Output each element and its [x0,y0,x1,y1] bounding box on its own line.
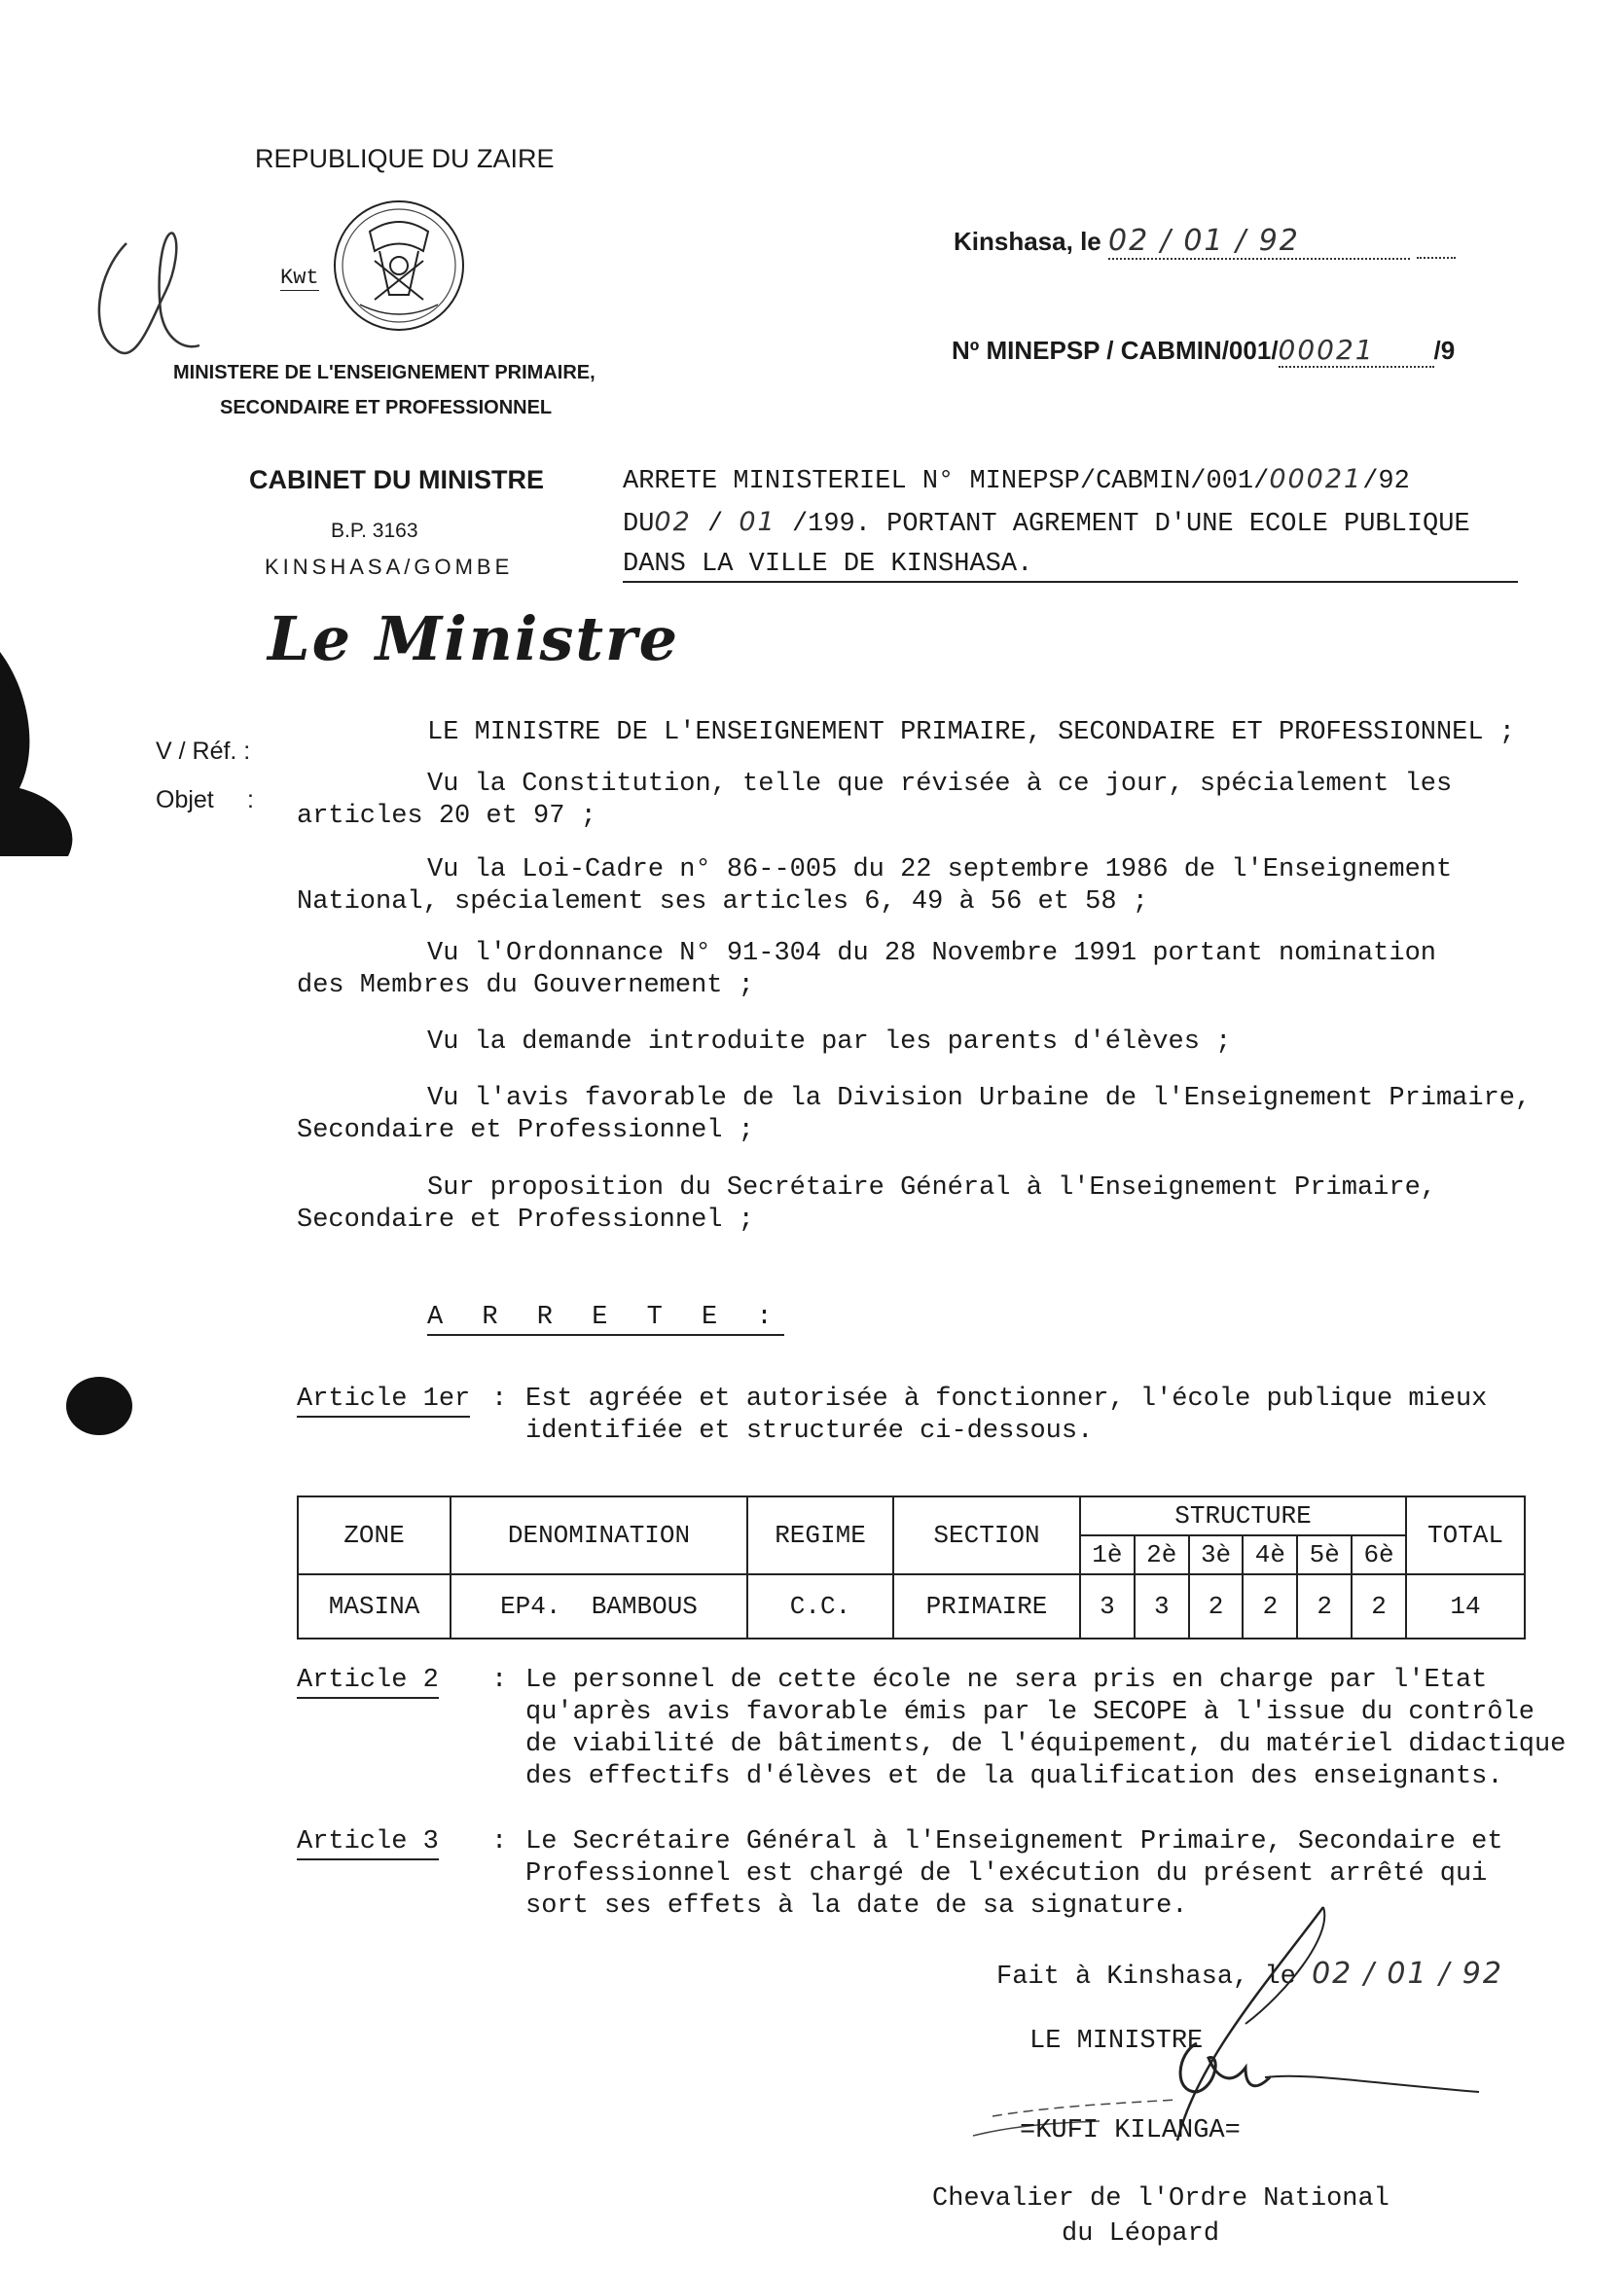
minister-signature [954,1897,1498,2150]
header-grade: 2è [1135,1535,1189,1574]
preamble: LE MINISTRE DE L'ENSEIGNEMENT PRIMAIRE, SECONDAIRE ET PROFESSIONNEL ; [427,718,1515,747]
cell-grade: 2 [1352,1574,1406,1639]
header-denomination: DENOMINATION [451,1496,747,1574]
reference-handwritten: 00021 [1279,334,1434,368]
vu-ordonnance: Vu l'Ordonnance N° 91-304 du 28 Novembre 1991 portant nomination des Membres du Gouvernement ; [297,939,1436,1000]
vu-constitution: Vu la Constitution, telle que révisée à ce jour, spécialement les articles 20 et 97 ; [297,770,1453,831]
fait-handwritten-date: 02 / 01 / 92 [1312,1957,1503,1991]
cell-total: 14 [1406,1574,1525,1639]
header-structure: STRUCTURE [1080,1496,1406,1535]
header-grade: 6è [1352,1535,1406,1574]
vu-avis: Vu l'avis favorable de la Division Urbaine de l'Enseignement Primaire, Secondaire et Professionnel ; [297,1084,1532,1145]
coat-of-arms-emblem [316,193,482,339]
article-2-label: Article 2 [297,1665,439,1699]
dateline-le: le [1080,227,1101,256]
dateline-place: Kinshasa, [954,227,1073,256]
minister-title: LE MINISTRE [1029,2027,1204,2056]
dateline [954,224,1456,260]
republic-heading: REPUBLIQUE DU ZAIRE [255,144,555,173]
vu-loi-cadre: Vu la Loi-Cadre n° 86--005 du 22 septembre 1986 de l'Enseignement National, spécialement ses articles 6, 49 à 56 et 58 ; [297,855,1453,917]
article-3-colon: : [491,1827,508,1856]
article-1-colon: : [491,1385,508,1414]
honor-line-2: du Léopard [1062,2219,1220,2249]
sur-proposition: Sur proposition du Secrétaire Général à l'Enseignement Primaire, Secondaire et Professionnel ; [297,1173,1436,1235]
minister-script-title: Le Ministre [268,603,680,674]
cell-section: PRIMAIRE [893,1574,1080,1639]
cell-grade: 3 [1135,1574,1189,1639]
cell-grade: 2 [1297,1574,1352,1639]
decree-title-line-1: ARRETE MINISTERIEL N° MINEPSP/CABMIN/001/00021/92 [623,464,1410,496]
cell-grade: 2 [1189,1574,1244,1639]
vu-demande: Vu la demande introduite par les parents d'élèves ; [427,1027,1232,1057]
scan-edge-mark [0,632,88,866]
cell-grade: 3 [1080,1574,1135,1639]
cabinet-heading: CABINET DU MINISTRE [249,465,544,494]
cell-grade: 2 [1243,1574,1297,1639]
dateline-trailing-dots [1417,227,1456,259]
honor-line-1: Chevalier de l'Ordre National [932,2184,1389,2214]
dateline-handwritten-date: 02 / 01 / 92 [1108,224,1410,260]
scan-ink-blot [58,1367,146,1445]
vref-label: V / Réf. : [156,738,251,765]
handwritten-initial-mark [68,204,204,370]
article-1-label: Article 1er [297,1384,470,1418]
reference-number [952,334,1455,368]
article-1-body: Est agréée et autorisée à fonctionner, l'école publique mieux identifiée et structurée ci-dessous. [525,1385,1488,1446]
decree-title-line-3: DANS LA VILLE DE KINSHASA. [623,549,1518,583]
header-section: SECTION [893,1496,1080,1574]
header-grade: 4è [1243,1535,1297,1574]
city-address: KINSHASA/GOMBE [265,555,514,579]
decree-title-line-2: DU02 / 01 /199. PORTANT AGREMENT D'UNE ECOLE PUBLIQUE [623,507,1470,539]
header-grade: 5è [1297,1535,1352,1574]
article-2-colon: : [491,1666,508,1695]
decree-title-block [623,463,1518,583]
article-3-body: Le Secrétaire Général à l'Enseignement Primaire, Secondaire et Professionnel est chargé de l'exécution du présent arrêté qui sort ses effets à la date de sa signature. [525,1827,1503,1921]
article-2-body: Le personnel de cette école ne sera pris en charge par l'Etat qu'après avis favorable émis par le SECOPE à l'issue du contrôle de viabilité de bâtiments, de l'équipement, du matériel didactique des effectifs d'élèves et de la qualification des enseignants. [525,1666,1567,1791]
header-grade: 1è [1080,1535,1135,1574]
cell-regime: C.C. [747,1574,893,1639]
article-3-label: Article 3 [297,1826,439,1860]
objet-label: Objet [156,786,214,813]
table-row [298,1574,1525,1639]
header-total: TOTAL [1406,1496,1525,1574]
fait-a-kinshasa: Fait à Kinshasa, le 02 / 01 / 92 [996,1957,1503,1992]
cell-denomination: EP4. BAMBOUS [451,1574,747,1639]
header-zone: ZONE [298,1496,451,1574]
ministry-line-2: SECONDAIRE ET PROFESSIONNEL [220,397,553,418]
school-structure-table [297,1495,1526,1639]
emblem-label: Kwt [280,266,319,290]
postal-box: B.P. 3163 [331,520,418,542]
cell-zone: MASINA [298,1574,451,1639]
header-grade: 3è [1189,1535,1244,1574]
reference-suffix: /9 [1433,336,1456,365]
arrete-heading: A R R E T E : [427,1302,784,1336]
header-regime: REGIME [747,1496,893,1574]
minister-name: =KUFI KILANGA= [1020,2116,1241,2145]
reference-prefix: Nº MINEPSP / CABMIN/001/ [952,336,1279,365]
ministry-line-1: MINISTERE DE L'ENSEIGNEMENT PRIMAIRE, [173,362,595,383]
objet-colon: : [247,786,254,813]
